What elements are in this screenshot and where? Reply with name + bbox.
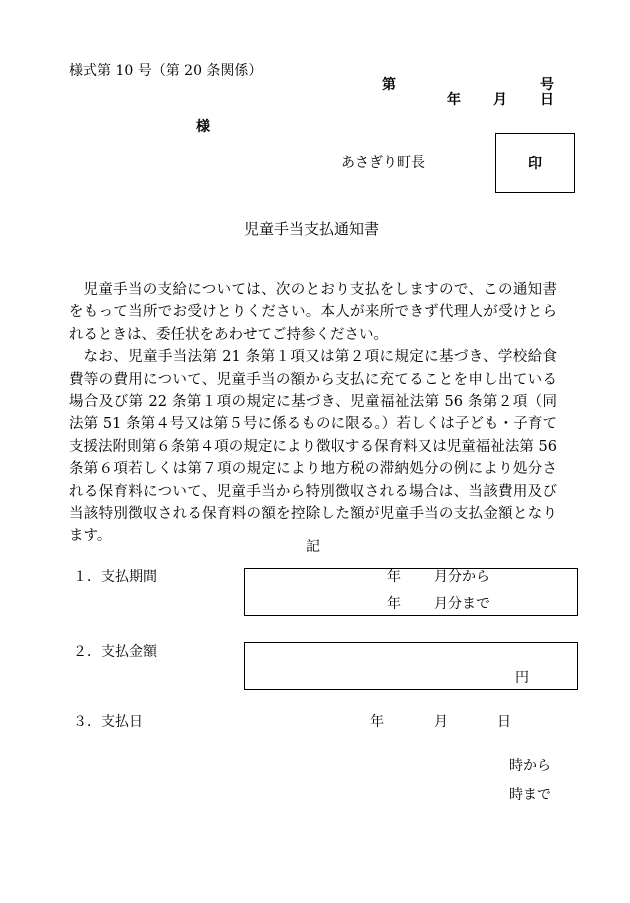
payment-period-box bbox=[244, 568, 578, 616]
period-to-year: 年 bbox=[387, 596, 401, 612]
document-number-suffix: 号 bbox=[540, 77, 554, 93]
payment-time-from: 時から bbox=[509, 758, 551, 774]
payment-date-month: 月 bbox=[434, 714, 448, 730]
document-title: 児童手当支払通知書 bbox=[244, 220, 380, 238]
payment-date-label: ３．支払日 bbox=[73, 714, 143, 730]
document-number-prefix: 第 bbox=[382, 77, 396, 93]
amount-unit-yen: 円 bbox=[515, 670, 529, 686]
body-paragraph-1: 児童手当の支給については、次のとおり支払をしますので、この通知書をもって当所でお受けとりください。本人が来所できず代理人が受けとられるときは、委任状をあわせてご持参ください。 bbox=[69, 282, 557, 343]
body-paragraph-2: なお、児童手当法第 21 条第１項又は第２項に規定に基づき、学校給食費等の費用について、児童手当の額から支払に充てることを申し出ている場合及び第 22 条第１項の規定に基づき、児童福祉法第 56 条第２項（同法第 51 条第４号又は第５号に係るものに限る。）若しくは子ども・子育て支援法附則第６条第４項の規定により徴収する保育料又は児童福祉法第 56 条第６項若しくは第７項の規定により地方税の滞納処分の例により処分される保育料について、児童手当から特別徴収される場合は、当該費用及び当該特別徴収される保育料の額を控除した額が児童手当の支払金額となります。 bbox=[69, 349, 557, 545]
seal-label: 印 bbox=[528, 156, 542, 172]
issuer-name: あさぎり町長 bbox=[341, 155, 425, 171]
payment-period-label: １．支払期間 bbox=[73, 569, 157, 585]
period-from-month: 月分から bbox=[434, 569, 490, 585]
ki-heading: 記 bbox=[306, 539, 320, 555]
issue-date-day: 日 bbox=[540, 92, 554, 108]
payment-date-day: 日 bbox=[497, 714, 511, 730]
payment-time-to: 時まで bbox=[509, 787, 551, 803]
payment-date-year: 年 bbox=[370, 714, 384, 730]
period-from-year: 年 bbox=[387, 569, 401, 585]
body-text bbox=[69, 279, 557, 548]
payment-amount-label: ２．支払金額 bbox=[73, 644, 157, 660]
issue-date-year: 年 bbox=[447, 92, 461, 108]
form-number: 様式第 10 号（第 20 条関係） bbox=[69, 63, 263, 79]
seal-box bbox=[495, 133, 575, 193]
recipient-honorific: 様 bbox=[196, 119, 210, 135]
issue-date-month: 月 bbox=[493, 92, 507, 108]
period-to-month: 月分まで bbox=[434, 596, 490, 612]
